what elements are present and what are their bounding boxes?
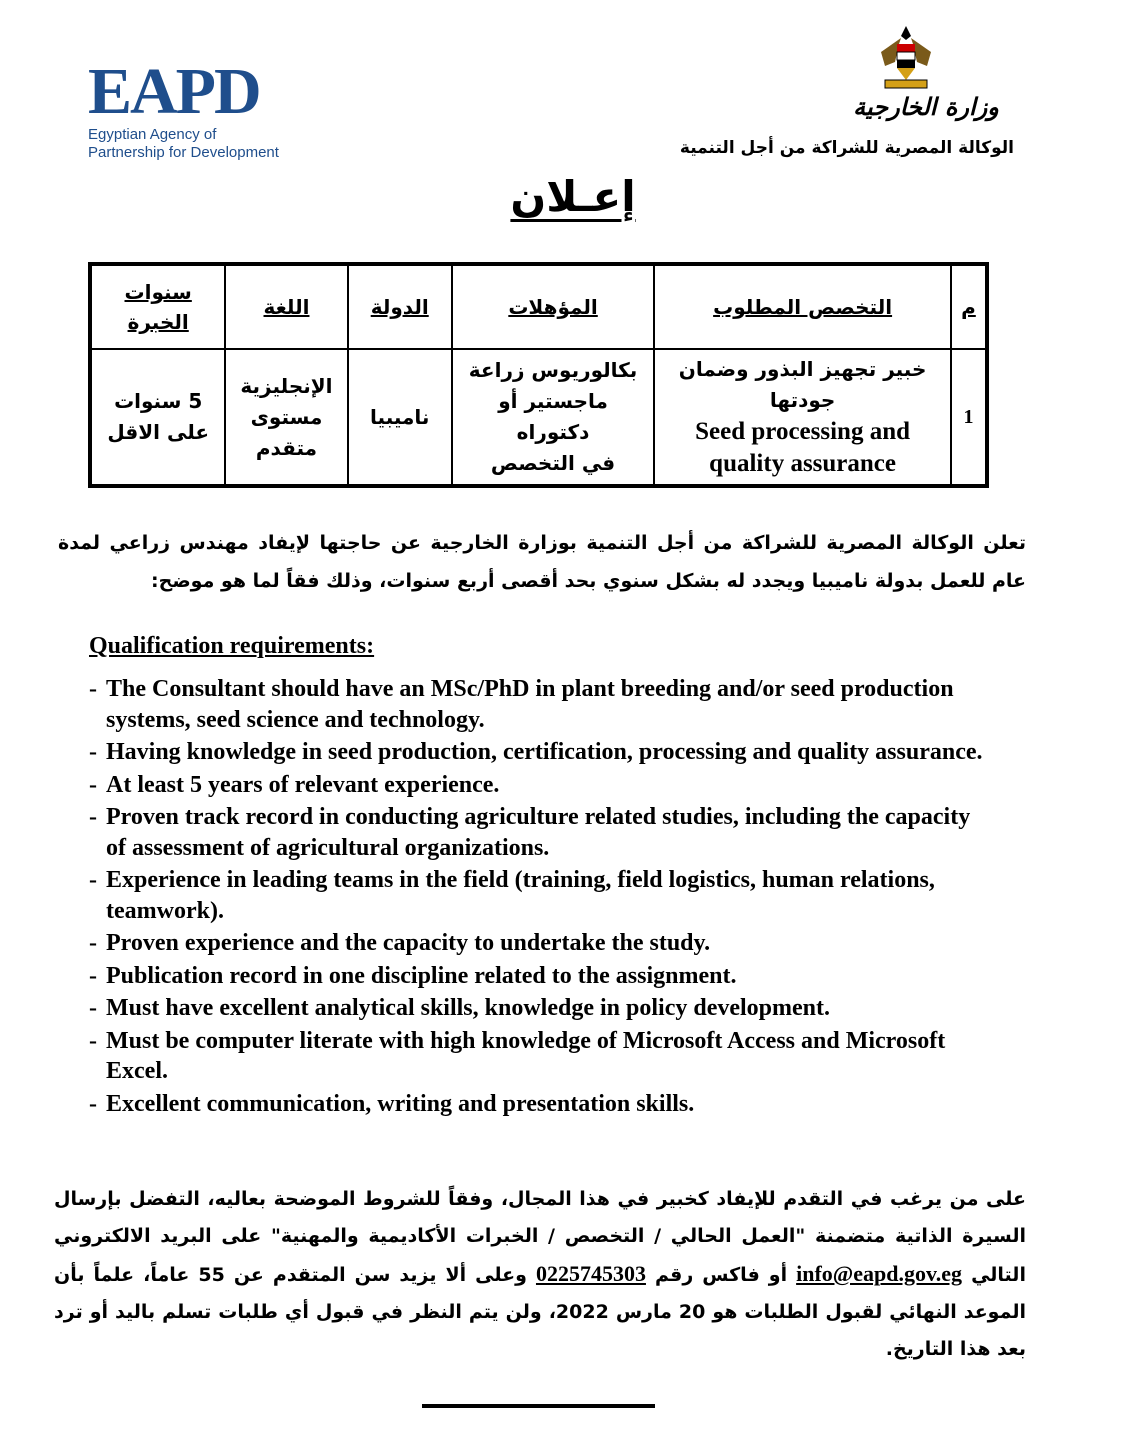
email-link[interactable]: info@eapd.gov.eg (796, 1261, 963, 1286)
footer-divider (422, 1404, 655, 1408)
ministry-name: وزارة الخارجية (853, 92, 999, 121)
header-country: الدولة (348, 264, 452, 349)
list-item: - At least 5 years of relevant experience. (89, 770, 989, 801)
row-experience: 5 سنوات على الاقل (90, 349, 225, 486)
list-item: - The Consultant should have an MSc/PhD in plant breeding and/or seed production systems, seed science and technology. (89, 674, 989, 735)
eapd-wordmark: EAPD (88, 55, 260, 128)
header-specialty: التخصص المطلوب (654, 264, 951, 349)
header-qualifications: المؤهلات (452, 264, 654, 349)
list-item: - Experience in leading teams in the field (training, field logistics, human relations, teamwork). (89, 865, 989, 926)
list-item: - Proven track record in conducting agriculture related studies, including the capacity of assessment of agricultural organizations. (89, 802, 989, 863)
list-item: - Must have excellent analytical skills, knowledge in policy development. (89, 993, 989, 1024)
announcement-title-wrap (0, 172, 1146, 221)
intro-paragraph: تعلن الوكالة المصرية للشراكة من أجل التنمية بوزارة الخارجية عن حاجتها لإيفاد مهندس زراعي لمدة عام للعمل بدولة ناميبيا ويجدد له بشكل سنوي بحد أقصى أربع سنوات، وذلك فقاً لما هو موضح: (58, 532, 1026, 592)
table-row (90, 349, 987, 486)
application-text-3: وعلى ألا يزيد سن المتقدم عن 55 عاماً، علماً بأن الموعد النهائي لقبول الطلبات هو 20 مارس 2022، ولن يتم النظر في قبول أي طلبات تسلم باليد أو ترد بعد هذا التاريخ. (54, 1264, 1026, 1360)
list-item: - Excellent communication, writing and presentation skills. (89, 1089, 989, 1120)
announcement-title: إعـلان (510, 172, 636, 221)
row-specialty: خبير تجهيز البذور وضمان جودتها Seed processing and quality assurance (654, 349, 951, 486)
row-num: 1 (951, 349, 987, 486)
table-header-row (90, 264, 987, 349)
qualification-heading: Qualification requirements: (89, 633, 375, 659)
application-paragraph (54, 1181, 1026, 1368)
qualification-list (89, 674, 989, 1119)
application-text-1: على من يرغب في التقدم للإيفاد كخبير في هذا المجال، وفقاً للشروط الموضحة بعاليه، التفضل بإرسال السيرة الذاتية متضمنة "العمل الحالي / التخصص / الخبرات الأكاديمية والمهنية" على البريد الالكتروني التالي (54, 1188, 1026, 1286)
row-language: الإنجليزية مستوى متقدم (225, 349, 347, 486)
list-item: - Must be computer literate with high knowledge of Microsoft Access and Microsoft Excel. (89, 1026, 989, 1087)
header-language: اللغة (225, 264, 347, 349)
qualification-section (89, 628, 989, 1121)
application-text-2: أو فاكس رقم (654, 1264, 788, 1286)
fax-number: 0225745303 (535, 1261, 646, 1286)
row-country: ناميبيا (348, 349, 452, 486)
row-qualifications: بكالوريوس زراعة ماجستير أو دكتوراه في التخصص (452, 349, 654, 486)
eapd-logo (88, 55, 308, 162)
jobs-table (88, 262, 989, 488)
header-experience: سنوات الخبرة (90, 264, 225, 349)
eagle-emblem-icon (796, 22, 1016, 94)
ministry-emblem (796, 22, 1016, 121)
list-item: - Having knowledge in seed production, certification, processing and quality assurance. (89, 737, 989, 768)
list-item: - Proven experience and the capacity to undertake the study. (89, 928, 989, 959)
header-num: م (951, 264, 987, 349)
list-item: - Publication record in one discipline related to the assignment. (89, 961, 989, 992)
agency-name-ar: الوكالة المصرية للشراكة من أجل التنمية (679, 138, 1014, 158)
eapd-subtitle: Egyptian Agency of Partnership for Development (88, 126, 279, 161)
